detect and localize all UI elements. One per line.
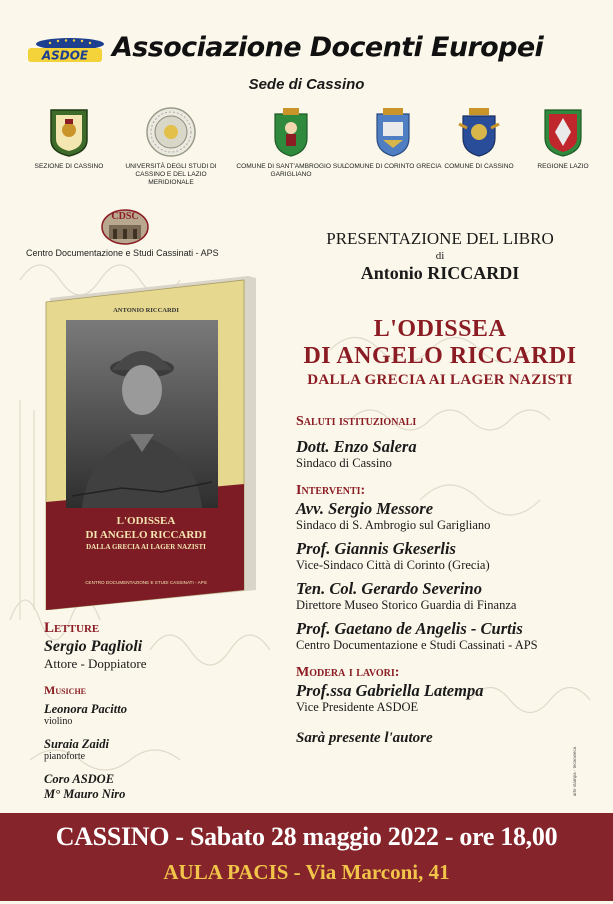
book-cover	[42, 272, 256, 610]
book-title-line2: DI ANGELO RICCARDI	[303, 343, 577, 369]
print-credit	[572, 735, 594, 815]
presentation-di: di	[435, 250, 445, 262]
speaker-role: Centro Documentazione e Studi Cassinati - APS	[296, 638, 538, 652]
book-subtitle: DALLA GRECIA AI LAGER NAZISTI	[307, 372, 573, 388]
partner-lazio	[508, 106, 613, 171]
performers	[44, 620, 264, 802]
moderator-name: Prof.ssa Gabriella Latempa	[296, 681, 484, 700]
program	[296, 414, 596, 748]
cover-author: ANTONIO RICCARDI	[113, 307, 179, 314]
cdsc-label: Centro Documentazione e Studi Cassinati - APS	[26, 248, 219, 258]
modera-heading: Modera i lavori:	[296, 665, 400, 680]
university-seal-icon	[145, 106, 197, 158]
reader-role: Attore - Doppiatore	[44, 656, 147, 671]
speaker-role: Vice-Sindaco Città di Corinto (Grecia)	[296, 558, 490, 572]
interventi-heading: Interventi:	[296, 483, 366, 498]
lazio-crest-icon	[541, 106, 585, 158]
musician-instrument: pianoforte	[44, 751, 86, 762]
partner-label: REGIONE LAZIO	[537, 163, 589, 170]
association-title: Associazione Docenti Europei	[112, 32, 544, 63]
corinto-crest-icon	[371, 106, 415, 158]
choir-name: Coro ASDOE	[44, 772, 115, 786]
partner-logos	[28, 106, 588, 186]
cdsc-logo-text: CDSC	[111, 211, 139, 222]
speaker-role: Direttore Museo Storico Guardia di Finanza	[296, 598, 517, 612]
sant-ambrogio-crest-icon	[269, 106, 313, 158]
speaker-role: Sindaco di Cassino	[296, 456, 392, 470]
musiche-heading: Musiche	[44, 683, 87, 697]
partner-sant-ambrogio	[236, 106, 346, 179]
partner-label: COMUNE DI SANT'AMBROGIO SUL GARIGLIANO	[236, 163, 346, 178]
asdoe-logo	[26, 36, 106, 64]
reader-name: Sergio Paglioli	[44, 638, 143, 655]
musician-name: Suraia Zaidi	[44, 737, 109, 751]
cover-title-line1: L'ODISSEA	[116, 515, 176, 527]
event-venue: AULA PACIS - Via Marconi, 41	[163, 860, 450, 884]
speaker-name: Dott. Enzo Salera	[296, 437, 417, 456]
musician-name: Leonora Pacitto	[44, 702, 127, 716]
conductor-name: M° Mauro Niro	[44, 787, 126, 801]
moderator-role: Vice Presidente ASDOE	[296, 700, 419, 714]
cdsc-logo	[100, 205, 150, 245]
speaker-name: Prof. Gaetano de Angelis - Curtis	[296, 619, 523, 638]
partner-asdoe-cassino	[14, 106, 124, 171]
print-credit-text: arte stampa - tecnoweca	[572, 746, 578, 797]
musician-instrument: violino	[44, 716, 73, 727]
event-date-time: CASSINO - Sabato 28 maggio 2022 - ore 18,00	[55, 822, 558, 851]
speaker-role: Sindaco di S. Ambrogio sul Garigliano	[296, 518, 491, 532]
cover-publisher: CENTRO DOCUMENTAZIONE E STUDI CASSINATI - APS	[85, 580, 207, 585]
cassino-crest-icon	[457, 106, 501, 158]
partner-label: COMUNE DI CORINTO GRECIA	[344, 163, 442, 170]
cover-title-line2: DI ANGELO RICCARDI	[85, 529, 207, 541]
presentation-heading: PRESENTAZIONE DEL LIBRO	[326, 229, 554, 248]
letture-heading: Letture	[44, 620, 100, 636]
speaker-name: Prof. Giannis Gkeserlis	[296, 539, 456, 558]
book-title-line1: L'ODISSEA	[373, 316, 507, 342]
author-present-note: Sarà presente l'autore	[296, 730, 433, 746]
asdoe-logo-text: ASDOE	[41, 48, 89, 63]
speaker-name: Ten. Col. Gerardo Severino	[296, 579, 482, 598]
partner-label: SEZIONE DI CASSINO	[34, 163, 104, 170]
partner-university	[116, 106, 226, 187]
asdoe-crest-icon	[47, 106, 91, 158]
saluti-heading: Saluti istituzionali	[296, 414, 417, 429]
cover-title-line3: DALLA GRECIA AI LAGER NAZISTI	[86, 543, 206, 551]
partner-label: COMUNE DI CASSINO	[444, 163, 514, 170]
partner-label: UNIVERSITÀ DEGLI STUDI DI CASSINO E DEL LAZIO MERIDIONALE	[125, 163, 217, 186]
sede-subtitle: Sede di Cassino	[248, 76, 365, 93]
speaker-name: Avv. Sergio Messore	[296, 499, 434, 518]
book-author: Antonio RICCARDI	[360, 263, 520, 283]
